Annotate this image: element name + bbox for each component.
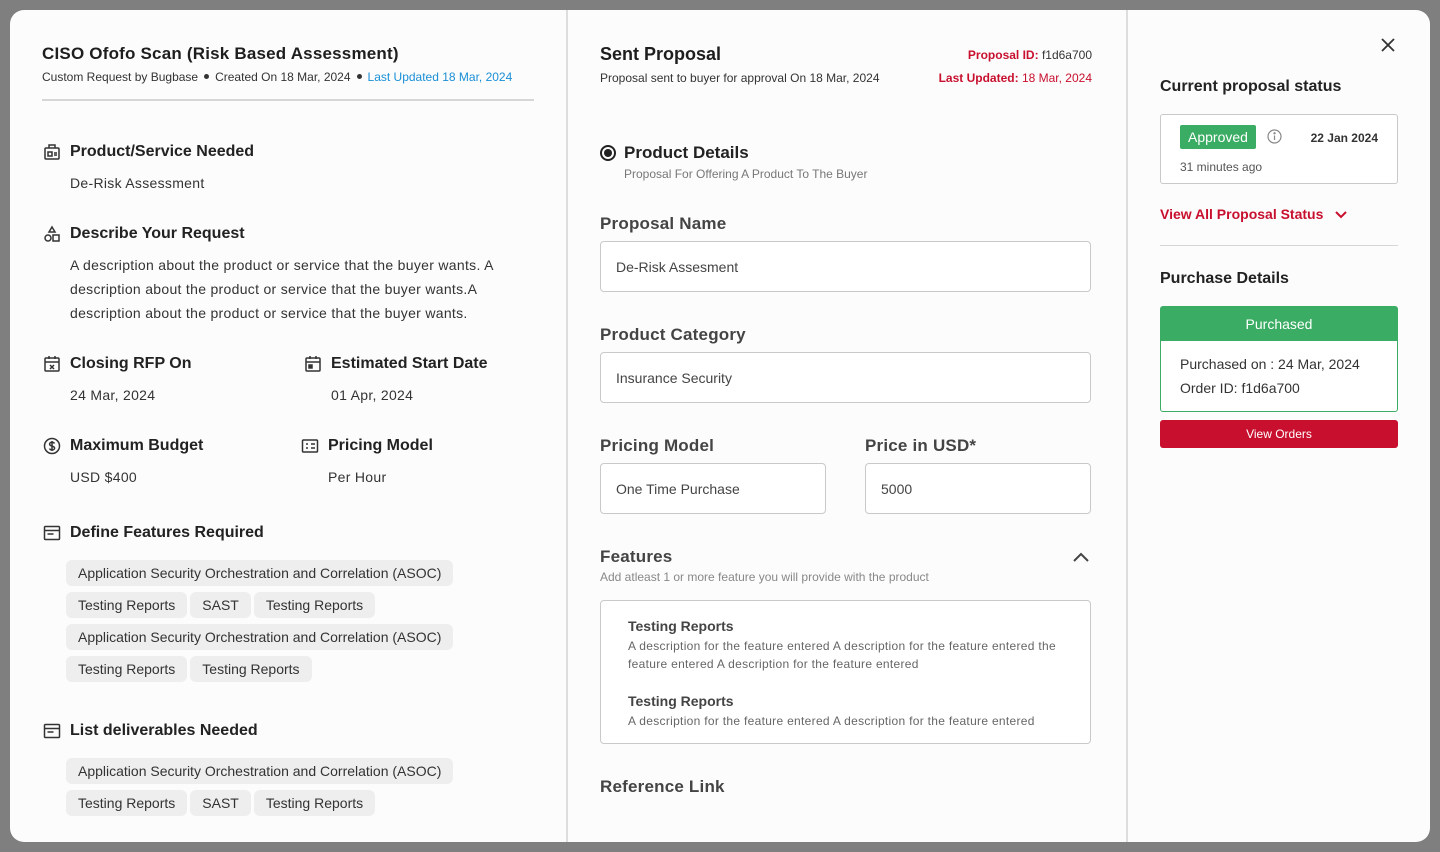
- feature-chip: SAST: [190, 592, 251, 618]
- start-date-label: Estimated Start Date: [331, 355, 488, 372]
- start-date-value: 01 Apr, 2024: [331, 387, 414, 403]
- chevron-up-icon[interactable]: [1072, 550, 1090, 562]
- feature-chip: Testing Reports: [254, 592, 375, 618]
- proposal-name-label: Proposal Name: [600, 214, 727, 233]
- status-card: [1160, 114, 1398, 184]
- proposal-name-input[interactable]: De-Risk Assesment: [600, 241, 1091, 292]
- closing-rfp-section: [42, 353, 191, 407]
- info-icon[interactable]: [1267, 129, 1282, 144]
- start-date-section: [303, 353, 488, 407]
- pricing-model-field-label: Pricing Model: [600, 436, 715, 455]
- radio-selected-icon[interactable]: [600, 145, 616, 161]
- close-icon[interactable]: [1380, 37, 1396, 53]
- product-details-radio[interactable]: [600, 143, 749, 163]
- feature-title: Testing Reports: [628, 693, 734, 709]
- shapes-icon: [42, 224, 62, 244]
- product-needed-value: De-Risk Assessment: [70, 175, 205, 191]
- feature-title: Testing Reports: [628, 618, 734, 634]
- describe-section: [42, 223, 512, 325]
- request-details-panel: [10, 10, 568, 842]
- pricing-model-section: [300, 435, 433, 489]
- deliverables-chips: [66, 758, 506, 811]
- deliverable-chip: SAST: [190, 790, 251, 816]
- custom-request-by: Custom Request by Bugbase: [42, 70, 199, 84]
- last-updated-link[interactable]: Last Updated 18 Mar, 2024: [367, 70, 513, 84]
- order-id: Order ID: f1d6a700: [1180, 380, 1300, 396]
- feature-item: [628, 693, 1068, 730]
- features-subtitle: Add atleast 1 or more feature you will provide with the product: [600, 570, 929, 584]
- budget-label: Maximum Budget: [70, 437, 204, 454]
- package-icon: [42, 142, 62, 162]
- feature-description: A description for the feature entered A description for the feature entered: [628, 714, 1035, 728]
- features-chips: [66, 560, 506, 688]
- purchase-heading: Purchase Details: [1160, 270, 1289, 287]
- chevron-down-icon: [1335, 206, 1347, 222]
- separator-dot: [357, 74, 362, 79]
- dollar-circle-icon: [42, 436, 62, 456]
- feature-description: A description for the feature entered A description for the feature entered the feature entered A description for the feature entered: [628, 639, 1056, 671]
- feature-item: [628, 618, 1068, 673]
- status-time-ago: 31 minutes ago: [1180, 160, 1263, 174]
- calendar-x-icon: [42, 354, 62, 374]
- features-list: [600, 600, 1091, 744]
- closing-rfp-label: Closing RFP On: [70, 355, 192, 372]
- purchase-card: [1160, 306, 1398, 412]
- deliverables-section: [42, 720, 258, 742]
- deliverable-chip: Application Security Orchestration and Correlation (ASOC): [66, 758, 453, 784]
- status-date: 22 Jan 2024: [1310, 131, 1378, 145]
- feature-chip: Testing Reports: [190, 656, 311, 682]
- features-label: Define Features Required: [70, 524, 264, 541]
- proposal-subtitle: Proposal sent to buyer for approval On 18 Mar, 2024: [600, 71, 880, 85]
- deliverable-chip: Testing Reports: [66, 790, 187, 816]
- proposal-modal: [10, 10, 1430, 842]
- deliverables-label: List deliverables Needed: [70, 722, 258, 739]
- purchase-status: Purchased: [1161, 307, 1397, 341]
- pricing-model-input[interactable]: One Time Purchase: [600, 463, 826, 514]
- budget-section: [42, 435, 203, 489]
- divider: [42, 99, 534, 101]
- view-all-status-label: View All Proposal Status: [1160, 206, 1324, 222]
- feature-chip: Testing Reports: [66, 592, 187, 618]
- list-box-icon: [42, 523, 62, 543]
- product-details-subtitle: Proposal For Offering A Product To The Buyer: [624, 167, 868, 181]
- request-meta: [42, 70, 512, 84]
- budget-value: USD $400: [70, 469, 137, 485]
- feature-chip: Application Security Orchestration and Correlation (ASOC): [66, 624, 453, 650]
- status-panel: [1128, 10, 1430, 842]
- calendar-icon: [303, 354, 323, 374]
- pricing-model-value: Per Hour: [328, 469, 387, 485]
- proposal-id: Proposal ID: f1d6a700: [967, 48, 1092, 62]
- price-label: Price in USD*: [865, 436, 977, 455]
- separator-dot: [204, 74, 209, 79]
- proposal-title: Sent Proposal: [600, 44, 722, 64]
- product-category-label: Product Category: [600, 325, 746, 344]
- pricing-icon: [300, 436, 320, 456]
- deliverable-chip: Testing Reports: [254, 790, 375, 816]
- product-needed-label: Product/Service Needed: [70, 143, 255, 160]
- price-input[interactable]: 5000: [865, 463, 1091, 514]
- proposal-last-updated: Last Updated: 18 Mar, 2024: [938, 71, 1092, 85]
- pricing-model-label: Pricing Model: [328, 437, 433, 454]
- list-box-icon: [42, 721, 62, 741]
- product-category-input[interactable]: Insurance Security: [600, 352, 1091, 403]
- view-all-status-link[interactable]: [1160, 206, 1347, 222]
- feature-chip: Application Security Orchestration and Correlation (ASOC): [66, 560, 453, 586]
- product-needed-section: [42, 141, 254, 195]
- features-section: [42, 522, 264, 544]
- feature-chip: Testing Reports: [66, 656, 187, 682]
- features-field-label: Features: [600, 547, 673, 566]
- status-badge: Approved: [1180, 125, 1256, 149]
- status-heading: Current proposal status: [1160, 78, 1342, 95]
- describe-value: A description about the product or service that the buyer wants. A description about the product or service that the buyer wants.A description about the product or service that the buyer wants.: [70, 257, 493, 321]
- product-details-label: Product Details: [624, 143, 749, 162]
- request-title: CISO Ofofo Scan (Risk Based Assessment): [42, 44, 399, 63]
- divider: [1160, 245, 1398, 246]
- describe-label: Describe Your Request: [70, 225, 245, 242]
- proposal-form-panel: [568, 10, 1128, 842]
- view-orders-button[interactable]: View Orders: [1160, 420, 1398, 448]
- purchased-on: Purchased on : 24 Mar, 2024: [1180, 356, 1360, 372]
- reference-link-label: Reference Link: [600, 777, 725, 796]
- closing-rfp-value: 24 Mar, 2024: [70, 387, 156, 403]
- created-on: Created On 18 Mar, 2024: [215, 70, 351, 84]
